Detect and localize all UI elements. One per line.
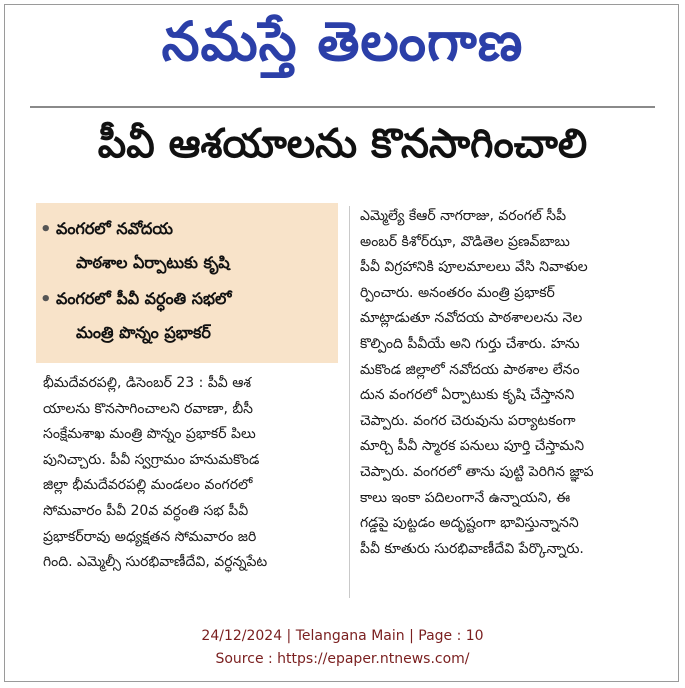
bullet-icon: • xyxy=(40,219,52,240)
newspaper-masthead: నమస్తే తెలంగాణ xyxy=(161,10,524,73)
text-line: ఎమ్మెల్యే కేఆర్ నాగరాజు, వరంగల్ సీపీ xyxy=(360,208,567,224)
text-line: మాట్లాడుతూ నవోదయ పాఠశాలలను నెల xyxy=(360,310,583,327)
text-line: చెప్పారు. వంగరలో తాను పుట్టి పెరిగిన జ్ఞాప xyxy=(360,463,594,480)
text-line: ర్పించారు. అనంతరం మంత్రి ప్రభాకర్ xyxy=(360,284,555,301)
publication-info: 24/12/2024 | Telangana Main | Page : 10 xyxy=(201,628,484,644)
text-line: ప్రభాకర్‌రావు అధ్యక్షతన సోమవారం జరి xyxy=(43,528,257,545)
bullet-icon: • xyxy=(40,289,52,310)
text-line: యాలను కొనసాగించాలని రవాణా, బీసీ xyxy=(43,400,253,417)
text-line: మార్చి పీవీ స్మారక పనులు పూర్తి చేస్తామని xyxy=(360,438,585,455)
text-line: పునిచ్చారు. పీవీ స్వగ్రామం హనుమకొండ xyxy=(43,451,260,468)
source-link[interactable]: Source : https://epaper.ntnews.com/ xyxy=(215,651,470,667)
highlights-box xyxy=(36,203,338,363)
text-line: కొల్పింది పీవీయే అని గుర్తు చేశారు. హను xyxy=(360,335,580,352)
text-line: చెప్పారు. వంగర చెరువును పర్యాటకంగా xyxy=(360,412,576,429)
article-right-column xyxy=(360,204,656,562)
highlight-text: వంగరలో పీవీ వర్ధంతి సభలో xyxy=(56,289,232,308)
text-line: పీవీ విగ్రహానికి పూలమాలలు వేసి నివాళుల xyxy=(360,259,588,276)
text-line: కాలు ఇంకా పదిలంగానే ఉన్నాయని, ఈ xyxy=(360,489,571,506)
highlight-text: వంగరలో నవోదయ xyxy=(56,219,173,238)
highlight-text-continued: పాఠశాల ఏర్పాటుకు కృషి xyxy=(76,253,230,272)
article-headline: పీవీ ఆశయాలను కొనసాగించాలి xyxy=(97,121,588,167)
masthead-divider xyxy=(30,106,655,108)
text-line: భీమదేవరపల్లి, డిసెంబర్ 23 : పీవీ ఆశ xyxy=(43,375,252,391)
text-line: సోమవారం పీవీ 20వ వర్ధంతి సభ పీవీ xyxy=(43,502,249,519)
highlight-text-continued: మంత్రి పొన్నం ప్రభాకర్ xyxy=(76,323,211,342)
highlight-item xyxy=(40,219,173,242)
text-line: దున వంగరలో ఏర్పాటుకు కృషి చేస్తానని xyxy=(360,387,575,404)
text-line: అంబర్ కిశోర్‌ఝా, వొడితెల ప్రణవ్‌బాబు xyxy=(360,233,570,250)
column-divider xyxy=(349,206,350,598)
text-line: పీవీ కూతురు సురభివాణీదేవి పేర్కొన్నారు. xyxy=(360,540,584,557)
text-line: సంక్షేమశాఖ మంత్రి పొన్నం ప్రభాకర్ పిలు xyxy=(43,426,256,443)
text-line: జిల్లా భీమదేవరపల్లి మండలం వంగరలో xyxy=(43,477,253,494)
text-line: గింది. ఎమ్మెల్సీ సురభివాణీదేవి, వర్ధన్నపేట xyxy=(43,554,268,571)
highlight-item xyxy=(40,289,232,312)
text-line: గడ్డపై పుట్టడం అదృష్టంగా భావిస్తున్నానని xyxy=(360,515,579,532)
article-left-column xyxy=(43,371,341,576)
text-line: మకొండ జిల్లాలో నవోదయ పాఠశాల లేనం xyxy=(360,361,580,378)
